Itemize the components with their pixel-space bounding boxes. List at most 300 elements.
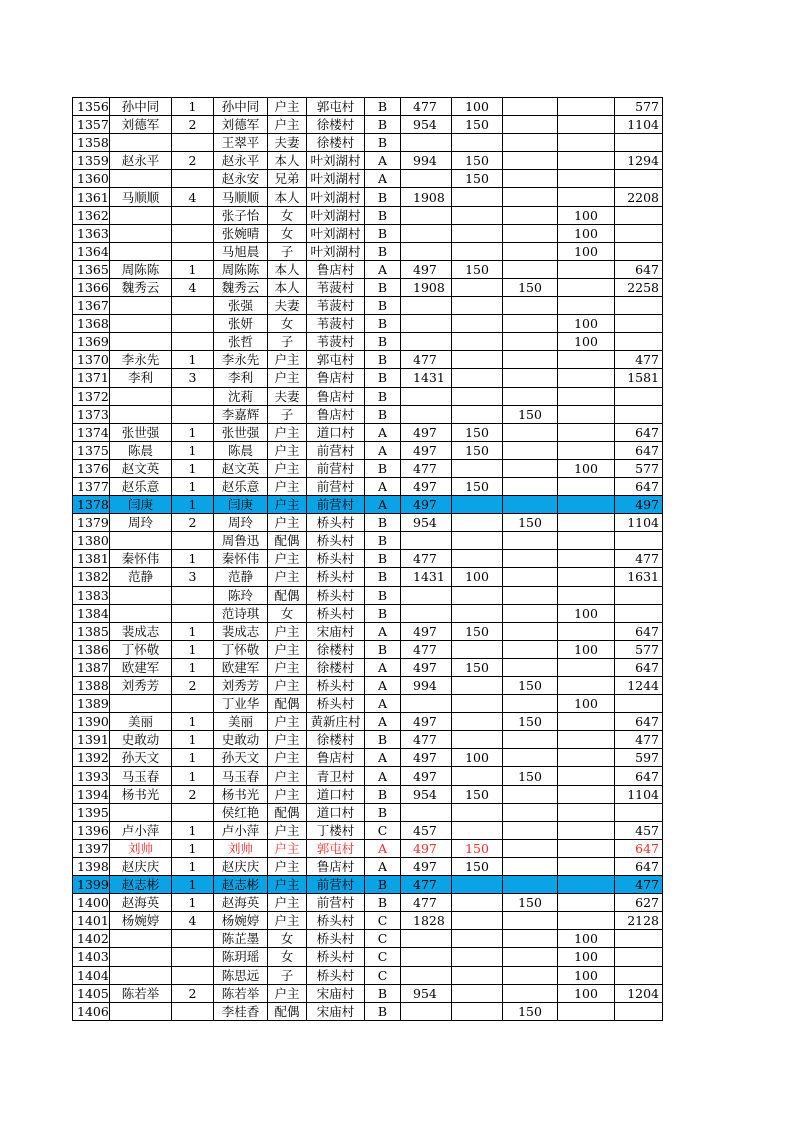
member-name-cell: 周玲 xyxy=(214,514,268,532)
member-name-cell: 范诗琪 xyxy=(214,604,268,622)
subsidy-2-cell: 150 xyxy=(503,514,558,532)
subsidy-1-cell xyxy=(452,351,503,369)
row-id-cell: 1370 xyxy=(73,351,110,369)
subsidy-2-cell xyxy=(503,912,558,930)
household-head-cell: 赵海英 xyxy=(110,894,172,912)
member-count-cell xyxy=(172,315,214,333)
total-cell xyxy=(615,206,663,224)
row-id-cell: 1357 xyxy=(73,116,110,134)
household-head-cell: 陈若举 xyxy=(110,984,172,1002)
row-id-cell: 1382 xyxy=(73,568,110,586)
member-count-cell: 1 xyxy=(172,821,214,839)
base-amount-cell xyxy=(401,134,452,152)
subsidy-3-cell: 100 xyxy=(558,604,615,622)
household-head-cell: 赵文英 xyxy=(110,459,172,477)
member-name-cell: 赵志彬 xyxy=(214,876,268,894)
village-cell: 前营村 xyxy=(307,441,365,459)
member-count-cell: 1 xyxy=(172,260,214,278)
row-id-cell: 1377 xyxy=(73,477,110,495)
subsidy-3-cell xyxy=(558,387,615,405)
base-amount-cell: 497 xyxy=(401,767,452,785)
subsidy-1-cell xyxy=(452,315,503,333)
member-name-cell: 卢小萍 xyxy=(214,821,268,839)
relation-cell: 户主 xyxy=(268,622,307,640)
row-id-cell: 1356 xyxy=(73,98,110,116)
subsidy-1-cell: 150 xyxy=(452,622,503,640)
subsidy-3-cell xyxy=(558,658,615,676)
table-row xyxy=(73,333,663,351)
row-id-cell: 1367 xyxy=(73,297,110,315)
grade-cell: B xyxy=(365,1002,401,1020)
member-name-cell: 赵海英 xyxy=(214,894,268,912)
subsidy-2-cell: 150 xyxy=(503,405,558,423)
village-cell: 鲁店村 xyxy=(307,260,365,278)
grade-cell: A xyxy=(365,767,401,785)
relation-cell: 户主 xyxy=(268,821,307,839)
household-head-cell: 陈晨 xyxy=(110,441,172,459)
base-amount-cell: 497 xyxy=(401,658,452,676)
total-cell: 577 xyxy=(615,98,663,116)
subsidy-2-cell xyxy=(503,876,558,894)
member-count-cell xyxy=(172,948,214,966)
table-row xyxy=(73,405,663,423)
base-amount-cell: 1828 xyxy=(401,912,452,930)
relation-cell: 户主 xyxy=(268,749,307,767)
subsidy-3-cell xyxy=(558,839,615,857)
base-amount-cell xyxy=(401,315,452,333)
member-count-cell xyxy=(172,695,214,713)
subsidy-3-cell: 100 xyxy=(558,948,615,966)
grade-cell: B xyxy=(365,206,401,224)
table-row xyxy=(73,387,663,405)
subsidy-3-cell xyxy=(558,170,615,188)
base-amount-cell xyxy=(401,930,452,948)
base-amount-cell: 954 xyxy=(401,514,452,532)
relation-cell: 兄弟 xyxy=(268,170,307,188)
table-row xyxy=(73,134,663,152)
subsidy-2-cell: 150 xyxy=(503,713,558,731)
subsidy-2-cell xyxy=(503,658,558,676)
subsidy-3-cell xyxy=(558,278,615,296)
subsidy-1-cell xyxy=(452,586,503,604)
subsidy-2-cell xyxy=(503,170,558,188)
relation-cell: 户主 xyxy=(268,351,307,369)
member-count-cell xyxy=(172,206,214,224)
subsidy-3-cell xyxy=(558,785,615,803)
base-amount-cell: 477 xyxy=(401,894,452,912)
row-id-cell: 1404 xyxy=(73,966,110,984)
member-count-cell xyxy=(172,604,214,622)
member-name-cell: 陈玲 xyxy=(214,586,268,604)
subsidy-1-cell xyxy=(452,731,503,749)
grade-cell: B xyxy=(365,731,401,749)
row-id-cell: 1390 xyxy=(73,713,110,731)
grade-cell: A xyxy=(365,749,401,767)
table-row xyxy=(73,948,663,966)
total-cell: 647 xyxy=(615,423,663,441)
member-count-cell xyxy=(172,532,214,550)
village-cell: 鲁店村 xyxy=(307,405,365,423)
total-cell: 497 xyxy=(615,496,663,514)
row-id-cell: 1389 xyxy=(73,695,110,713)
village-cell: 徐楼村 xyxy=(307,116,365,134)
relation-cell: 户主 xyxy=(268,731,307,749)
grade-cell: B xyxy=(365,604,401,622)
grade-cell: A xyxy=(365,695,401,713)
subsidy-1-cell xyxy=(452,894,503,912)
table-row xyxy=(73,604,663,622)
member-name-cell: 魏秀云 xyxy=(214,278,268,296)
grade-cell: A xyxy=(365,658,401,676)
grade-cell: A xyxy=(365,496,401,514)
subsidy-2-cell xyxy=(503,532,558,550)
relation-cell: 户主 xyxy=(268,98,307,116)
subsidy-1-cell xyxy=(452,821,503,839)
subsidy-1-cell xyxy=(452,369,503,387)
row-id-cell: 1381 xyxy=(73,550,110,568)
village-cell: 苇菠村 xyxy=(307,315,365,333)
row-id-cell: 1384 xyxy=(73,604,110,622)
subsidy-3-cell xyxy=(558,477,615,495)
grade-cell: B xyxy=(365,278,401,296)
household-head-cell xyxy=(110,1002,172,1020)
table-row xyxy=(73,206,663,224)
village-cell: 宋庙村 xyxy=(307,622,365,640)
row-id-cell: 1363 xyxy=(73,224,110,242)
row-id-cell: 1364 xyxy=(73,242,110,260)
member-count-cell: 1 xyxy=(172,550,214,568)
member-name-cell: 马旭晨 xyxy=(214,242,268,260)
subsidy-3-cell xyxy=(558,405,615,423)
member-count-cell xyxy=(172,297,214,315)
subsidy-3-cell: 100 xyxy=(558,459,615,477)
subsidy-1-cell xyxy=(452,242,503,260)
grade-cell: B xyxy=(365,188,401,206)
village-cell: 叶刘湖村 xyxy=(307,242,365,260)
subsidy-2-cell xyxy=(503,984,558,1002)
subsidy-2-cell xyxy=(503,948,558,966)
household-head-cell xyxy=(110,333,172,351)
total-cell xyxy=(615,532,663,550)
subsidy-3-cell xyxy=(558,514,615,532)
subsidy-3-cell xyxy=(558,423,615,441)
subsidy-3-cell xyxy=(558,876,615,894)
row-id-cell: 1371 xyxy=(73,369,110,387)
subsidy-1-cell xyxy=(452,604,503,622)
member-name-cell: 沈莉 xyxy=(214,387,268,405)
relation-cell: 户主 xyxy=(268,640,307,658)
member-name-cell: 赵文英 xyxy=(214,459,268,477)
table-row xyxy=(73,170,663,188)
member-name-cell: 孙中同 xyxy=(214,98,268,116)
row-id-cell: 1399 xyxy=(73,876,110,894)
household-head-cell: 李永先 xyxy=(110,351,172,369)
member-name-cell: 张子怡 xyxy=(214,206,268,224)
subsidy-3-cell xyxy=(558,441,615,459)
grade-cell: B xyxy=(365,876,401,894)
subsidy-2-cell xyxy=(503,586,558,604)
household-head-cell xyxy=(110,532,172,550)
subsidy-2-cell xyxy=(503,731,558,749)
subsidy-1-cell xyxy=(452,297,503,315)
subsidy-2-cell xyxy=(503,749,558,767)
household-head-cell xyxy=(110,224,172,242)
grade-cell: B xyxy=(365,532,401,550)
subsidy-3-cell: 100 xyxy=(558,206,615,224)
household-head-cell: 闫庚 xyxy=(110,496,172,514)
household-head-cell xyxy=(110,315,172,333)
relation-cell: 户主 xyxy=(268,767,307,785)
grade-cell: B xyxy=(365,297,401,315)
relation-cell: 户主 xyxy=(268,857,307,875)
total-cell xyxy=(615,604,663,622)
subsidy-2-cell xyxy=(503,423,558,441)
total-cell: 477 xyxy=(615,550,663,568)
village-cell: 叶刘湖村 xyxy=(307,170,365,188)
village-cell: 桥头村 xyxy=(307,695,365,713)
relation-cell: 子 xyxy=(268,333,307,351)
grade-cell: A xyxy=(365,677,401,695)
village-cell: 叶刘湖村 xyxy=(307,206,365,224)
subsidy-3-cell xyxy=(558,98,615,116)
total-cell: 1104 xyxy=(615,116,663,134)
subsidy-3-cell xyxy=(558,731,615,749)
village-cell: 鲁店村 xyxy=(307,749,365,767)
subsidy-1-cell xyxy=(452,695,503,713)
relation-cell: 户主 xyxy=(268,459,307,477)
subsidy-1-cell: 150 xyxy=(452,260,503,278)
relation-cell: 户主 xyxy=(268,839,307,857)
grade-cell: C xyxy=(365,912,401,930)
member-name-cell: 范静 xyxy=(214,568,268,586)
base-amount-cell: 497 xyxy=(401,622,452,640)
subsidy-1-cell xyxy=(452,224,503,242)
table-row xyxy=(73,785,663,803)
member-name-cell: 赵乐意 xyxy=(214,477,268,495)
subsidy-2-cell xyxy=(503,188,558,206)
relation-cell: 本人 xyxy=(268,152,307,170)
total-cell: 647 xyxy=(615,658,663,676)
member-count-cell: 2 xyxy=(172,514,214,532)
member-name-cell: 杨婉婷 xyxy=(214,912,268,930)
subsidy-1-cell: 150 xyxy=(452,441,503,459)
table-row xyxy=(73,622,663,640)
subsidy-2-cell xyxy=(503,496,558,514)
total-cell xyxy=(615,948,663,966)
member-name-cell: 王翠平 xyxy=(214,134,268,152)
household-head-cell xyxy=(110,948,172,966)
relation-cell: 女 xyxy=(268,948,307,966)
member-name-cell: 张哲 xyxy=(214,333,268,351)
household-head-cell xyxy=(110,242,172,260)
village-cell: 前营村 xyxy=(307,477,365,495)
relation-cell: 夫妻 xyxy=(268,387,307,405)
member-count-cell xyxy=(172,333,214,351)
village-cell: 青卫村 xyxy=(307,767,365,785)
subsidy-1-cell: 150 xyxy=(452,857,503,875)
relation-cell: 户主 xyxy=(268,477,307,495)
total-cell: 457 xyxy=(615,821,663,839)
subsidy-1-cell xyxy=(452,405,503,423)
base-amount-cell xyxy=(401,586,452,604)
member-count-cell: 1 xyxy=(172,640,214,658)
relation-cell: 配偶 xyxy=(268,532,307,550)
member-name-cell: 丁怀敬 xyxy=(214,640,268,658)
relation-cell: 夫妻 xyxy=(268,134,307,152)
subsidy-1-cell xyxy=(452,640,503,658)
total-cell: 2258 xyxy=(615,278,663,296)
subsidy-3-cell xyxy=(558,857,615,875)
relation-cell: 户主 xyxy=(268,658,307,676)
base-amount-cell xyxy=(401,224,452,242)
base-amount-cell xyxy=(401,948,452,966)
grade-cell: B xyxy=(365,315,401,333)
table-row xyxy=(73,550,663,568)
subsidy-2-cell xyxy=(503,695,558,713)
member-name-cell: 丁业华 xyxy=(214,695,268,713)
subsidy-2-cell xyxy=(503,550,558,568)
household-head-cell: 张世强 xyxy=(110,423,172,441)
member-name-cell: 陈晨 xyxy=(214,441,268,459)
total-cell: 1104 xyxy=(615,785,663,803)
member-count-cell xyxy=(172,242,214,260)
base-amount-cell xyxy=(401,387,452,405)
subsidy-1-cell xyxy=(452,333,503,351)
member-name-cell: 赵永平 xyxy=(214,152,268,170)
member-name-cell: 闫庚 xyxy=(214,496,268,514)
base-amount-cell xyxy=(401,604,452,622)
table-row xyxy=(73,767,663,785)
subsidy-1-cell xyxy=(452,803,503,821)
grade-cell: B xyxy=(365,116,401,134)
total-cell xyxy=(615,387,663,405)
member-name-cell: 欧建军 xyxy=(214,658,268,676)
relation-cell: 户主 xyxy=(268,369,307,387)
table-row xyxy=(73,839,663,857)
subsidy-2-cell: 150 xyxy=(503,894,558,912)
household-head-cell: 欧建军 xyxy=(110,658,172,676)
subsidy-2-cell: 150 xyxy=(503,1002,558,1020)
subsidy-3-cell: 100 xyxy=(558,695,615,713)
row-id-cell: 1374 xyxy=(73,423,110,441)
base-amount-cell xyxy=(401,170,452,188)
household-head-cell: 赵庆庆 xyxy=(110,857,172,875)
relation-cell: 女 xyxy=(268,206,307,224)
total-cell xyxy=(615,170,663,188)
subsidy-1-cell: 150 xyxy=(452,658,503,676)
total-cell: 1294 xyxy=(615,152,663,170)
member-count-cell: 1 xyxy=(172,894,214,912)
subsidy-1-cell xyxy=(452,206,503,224)
relation-cell: 户主 xyxy=(268,894,307,912)
member-name-cell: 周陈陈 xyxy=(214,260,268,278)
household-head-cell: 李利 xyxy=(110,369,172,387)
relation-cell: 子 xyxy=(268,405,307,423)
subsidy-1-cell xyxy=(452,550,503,568)
relation-cell: 配偶 xyxy=(268,1002,307,1020)
table-row xyxy=(73,152,663,170)
grade-cell: B xyxy=(365,224,401,242)
total-cell xyxy=(615,966,663,984)
subsidy-2-cell xyxy=(503,441,558,459)
subsidy-1-cell xyxy=(452,532,503,550)
relation-cell: 户主 xyxy=(268,912,307,930)
row-id-cell: 1406 xyxy=(73,1002,110,1020)
total-cell: 647 xyxy=(615,767,663,785)
total-cell xyxy=(615,586,663,604)
relation-cell: 女 xyxy=(268,930,307,948)
household-head-cell: 刘秀芳 xyxy=(110,677,172,695)
row-id-cell: 1401 xyxy=(73,912,110,930)
member-count-cell: 4 xyxy=(172,912,214,930)
member-count-cell: 1 xyxy=(172,98,214,116)
member-count-cell: 1 xyxy=(172,767,214,785)
subsidy-3-cell xyxy=(558,749,615,767)
total-cell: 1104 xyxy=(615,514,663,532)
base-amount-cell xyxy=(401,297,452,315)
total-cell xyxy=(615,930,663,948)
household-head-cell xyxy=(110,586,172,604)
household-head-cell: 杨书光 xyxy=(110,785,172,803)
member-count-cell xyxy=(172,170,214,188)
subsidy-3-cell xyxy=(558,188,615,206)
member-count-cell: 3 xyxy=(172,369,214,387)
member-count-cell: 4 xyxy=(172,278,214,296)
household-head-cell: 秦怀伟 xyxy=(110,550,172,568)
grade-cell: B xyxy=(365,640,401,658)
total-cell xyxy=(615,333,663,351)
household-head-cell xyxy=(110,803,172,821)
household-head-cell: 马顺顺 xyxy=(110,188,172,206)
table-row xyxy=(73,514,663,532)
relation-cell: 子 xyxy=(268,242,307,260)
total-cell: 577 xyxy=(615,459,663,477)
member-count-cell: 3 xyxy=(172,568,214,586)
member-name-cell: 杨书光 xyxy=(214,785,268,803)
relation-cell: 女 xyxy=(268,315,307,333)
row-id-cell: 1380 xyxy=(73,532,110,550)
grade-cell: B xyxy=(365,550,401,568)
grade-cell: B xyxy=(365,333,401,351)
member-count-cell: 2 xyxy=(172,785,214,803)
member-name-cell: 赵庆庆 xyxy=(214,857,268,875)
total-cell: 647 xyxy=(615,857,663,875)
member-count-cell: 1 xyxy=(172,496,214,514)
total-cell xyxy=(615,803,663,821)
village-cell: 桥头村 xyxy=(307,568,365,586)
member-name-cell: 陈玥瑶 xyxy=(214,948,268,966)
table-row xyxy=(73,894,663,912)
table-row xyxy=(73,98,663,116)
household-head-cell xyxy=(110,405,172,423)
subsidy-1-cell xyxy=(452,1002,503,1020)
grade-cell: C xyxy=(365,821,401,839)
grade-cell: B xyxy=(365,369,401,387)
row-id-cell: 1392 xyxy=(73,749,110,767)
grade-cell: B xyxy=(365,98,401,116)
village-cell: 叶刘湖村 xyxy=(307,188,365,206)
member-count-cell: 1 xyxy=(172,731,214,749)
village-cell: 鲁店村 xyxy=(307,387,365,405)
base-amount-cell: 477 xyxy=(401,351,452,369)
member-count-cell: 1 xyxy=(172,441,214,459)
household-head-cell: 杨婉婷 xyxy=(110,912,172,930)
subsidy-1-cell xyxy=(452,767,503,785)
total-cell: 647 xyxy=(615,713,663,731)
base-amount-cell: 497 xyxy=(401,857,452,875)
base-amount-cell: 1908 xyxy=(401,188,452,206)
base-amount-cell: 477 xyxy=(401,731,452,749)
